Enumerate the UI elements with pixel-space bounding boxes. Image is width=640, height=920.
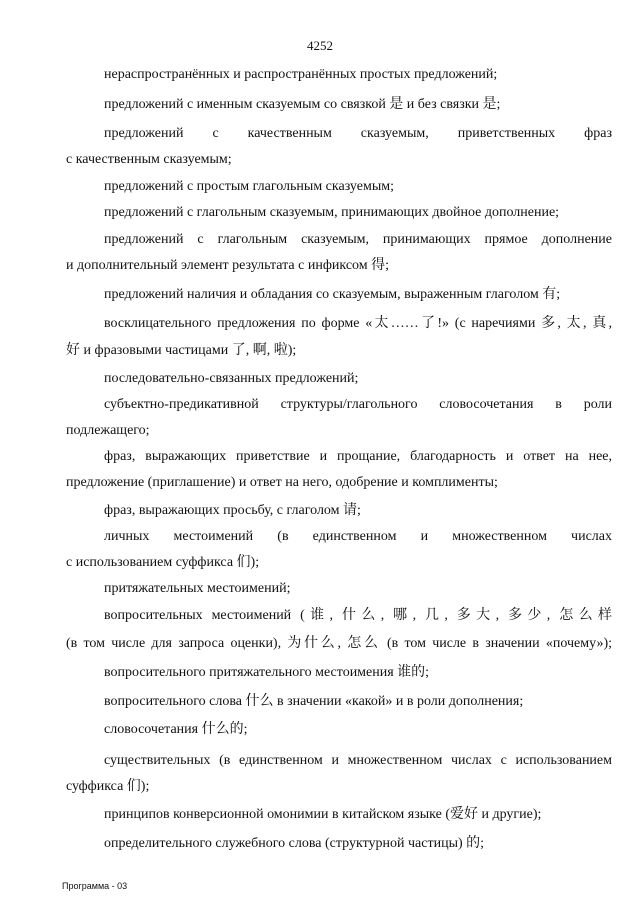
text-line: предложений с именным сказуемым со связкой 是 и без связки 是; [104,97,501,112]
text-line: притяжательных местоимений; [104,581,291,596]
footer-label: Программа - 03 [62,881,128,891]
text-line: с использованием суффикса 们); [66,555,260,570]
text-line: подлежащего; [66,423,150,438]
text-line: субъектно-предикативной структуры/глагольного словосочетания в роли [104,397,612,412]
text-line: фраз, выражающих просьбу, с глаголом 请; [104,503,361,518]
text-line: принципов конверсионной омонимии в китайском языке (爱好 и другие); [104,807,542,822]
text-line: предложений наличия и обладания со сказуемым, выраженным глаголом 有; [104,287,561,302]
text-line: предложений с глагольным сказуемым, принимающих прямое дополнение [104,232,612,247]
text-line: определительного служебного слова (структурной частицы) 的; [104,836,485,851]
text-line: суффикса 们); [66,779,150,794]
text-line: нераспространённых и распространённых простых предложений; [104,67,498,82]
text-line: словосочетания 什么的; [104,722,248,737]
text-line: предложений с глагольным сказуемым, принимающих двойное дополнение; [104,205,560,220]
text-line: с качественным сказуемым; [66,152,232,167]
text-line: вопросительного притяжательного местоимения 谁的; [104,665,430,680]
text-line: фраз, выражающих приветствие и прощание, благодарность и ответ на нее, [104,449,612,464]
text-line: вопросительного слова 什么 в значении «какой» и в роли дополнения; [104,694,524,709]
text-line: и дополнительный элемент результата с инфиксом 得; [66,258,390,273]
text-line: (в том числе для запроса оценки), 为什么, 怎么 (в том числе в значении «почему»); [66,636,612,651]
page-number: 4252 [307,38,333,53]
text-line: вопросительных местоимений (谁, 什么, 哪, 几, 多大, 多少, 怎么样 [104,608,612,623]
text-line: предложений с простым глагольным сказуемым; [104,179,394,194]
text-line: последовательно-связанных предложений; [104,371,359,386]
text-line: восклицательного предложения по форме «太……了!» (с наречиями 多, 太, 真, [104,316,612,331]
text-line: существительных (в единственном и множественном числах с использованием [104,753,612,768]
text-line: предложение (приглашение) и ответ на него, одобрение и комплименты; [66,475,498,490]
text-line: личных местоимений (в единственном и множественном числах [104,529,612,544]
text-line: 好 и фразовыми частицами 了, 啊, 啦); [66,343,297,358]
text-line: предложений с качественным сказуемым, приветственных фраз [104,126,612,141]
